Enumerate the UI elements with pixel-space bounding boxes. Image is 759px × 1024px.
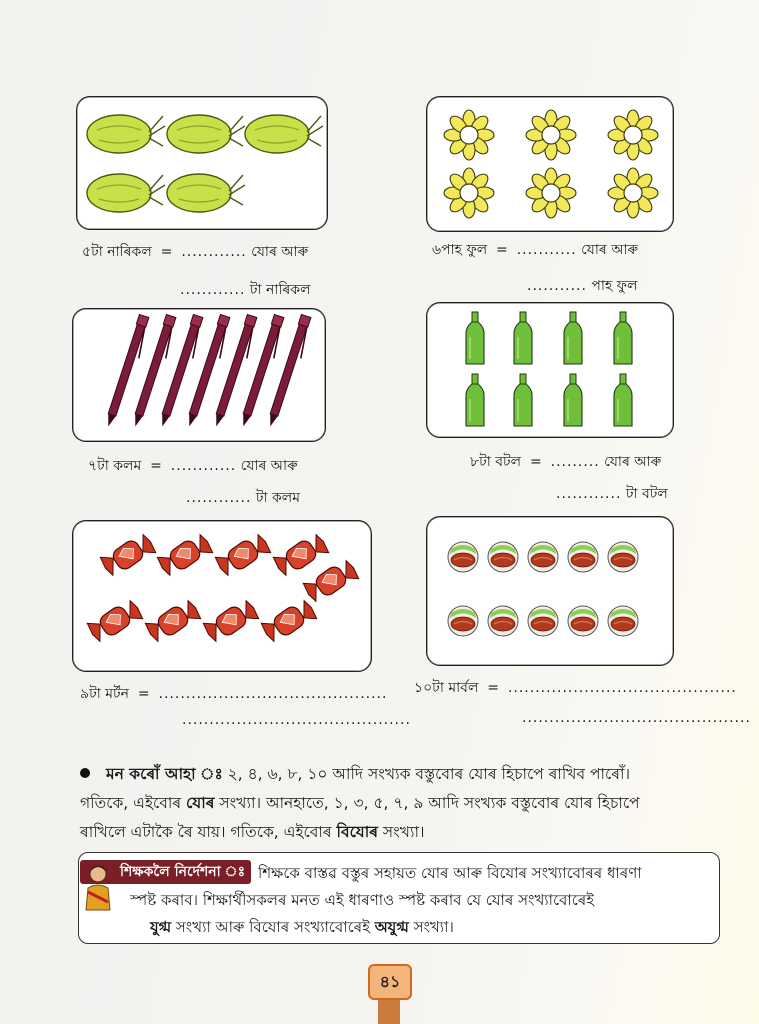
teacher-line3 bbox=[150, 916, 454, 941]
item-label: ৯টা মৰ্টন bbox=[80, 686, 129, 702]
equals-sign: = bbox=[137, 686, 150, 702]
candy-illustrations bbox=[73, 521, 371, 671]
answer-blank[interactable]: .......................................... bbox=[507, 680, 737, 696]
answer-blank[interactable]: ............ bbox=[186, 490, 252, 506]
item-suffix: টা নাৰিকল bbox=[249, 282, 311, 298]
page-number: ৪১ bbox=[368, 964, 412, 1000]
note-bold-term: যোৰ bbox=[186, 794, 215, 812]
flower-illustrations bbox=[427, 97, 673, 231]
teacher-text: স্পষ্ট কৰাব। শিক্ষাৰ্থীসকলৰ মনত এই ধাৰণাও স্পষ্ট কৰাব যে যোৰ সংখ্যাবোৰেই bbox=[130, 891, 594, 909]
coconut-caption-line1 bbox=[82, 240, 308, 264]
teacher-text: সংখ্যা। bbox=[408, 918, 454, 936]
note-text: ৰাখিলে এটাকৈ ৰৈ যায়। গতিকে, এইবোৰ bbox=[80, 823, 337, 841]
page-number-stem bbox=[378, 996, 400, 1024]
equals-sign: = bbox=[487, 680, 500, 696]
note-text: সংখ্যা। bbox=[377, 823, 425, 841]
marble-caption-line1 bbox=[414, 676, 737, 700]
teacher-avatar-icon bbox=[80, 862, 116, 912]
answer-blank[interactable]: ........... bbox=[527, 278, 587, 294]
pen-box bbox=[72, 308, 326, 442]
answer-blank[interactable]: .......................................... bbox=[182, 712, 411, 728]
item-suffix: যোৰ আৰু bbox=[240, 458, 298, 474]
teacher-bold-term: যুগ্ম bbox=[150, 918, 172, 936]
equals-sign: = bbox=[529, 454, 542, 470]
item-suffix: যোৰ আৰু bbox=[581, 242, 639, 258]
answer-blank[interactable]: ........... bbox=[516, 242, 577, 258]
equals-sign: = bbox=[496, 242, 508, 258]
teacher-bold-term: অযুগ্ম bbox=[374, 918, 409, 936]
bottle-box bbox=[426, 302, 674, 438]
candy-box bbox=[72, 520, 372, 672]
pen-caption-line1 bbox=[88, 454, 298, 478]
note-text: সংখ্যা। আনহাতে, ১, ৩, ৫, ৭, ৯ আদি সংখ্যক বস্তুবোৰ যোৰ হিচাপে bbox=[214, 794, 640, 812]
bullet-icon bbox=[80, 768, 90, 778]
teacher-line2 bbox=[130, 889, 594, 914]
bottle-caption-line2 bbox=[556, 482, 668, 506]
note-line2 bbox=[80, 791, 640, 817]
item-label: ৬পাহ ফুল bbox=[432, 242, 488, 258]
candy-caption-line1 bbox=[80, 682, 387, 706]
marble-caption-line2 bbox=[522, 710, 751, 726]
marble-illustrations bbox=[427, 517, 673, 665]
note-bold-term: বিযোৰ bbox=[336, 823, 378, 841]
answer-blank[interactable]: ............ bbox=[556, 486, 622, 502]
answer-blank[interactable]: .......................................... bbox=[158, 686, 388, 702]
item-label: ৮টা বটল bbox=[470, 454, 522, 470]
item-suffix: পাহ ফুল bbox=[591, 278, 638, 294]
candy-caption-line2 bbox=[182, 712, 411, 728]
bottle-caption-line1 bbox=[470, 450, 661, 474]
coconut-box bbox=[76, 96, 328, 230]
item-suffix: যোৰ আৰু bbox=[251, 244, 309, 260]
item-label: ৭টা কলম bbox=[88, 458, 142, 474]
item-suffix: টা কলম bbox=[255, 490, 300, 506]
answer-blank[interactable]: ......... bbox=[550, 454, 600, 470]
marble-box bbox=[426, 516, 674, 666]
flower-caption-line2 bbox=[527, 274, 637, 298]
teacher-line1 bbox=[258, 862, 642, 887]
tag-text: শিক্ষকলৈ নিৰ্দেশনা ঃ bbox=[120, 864, 246, 880]
item-label: ১০টা মাৰ্বল bbox=[414, 680, 479, 696]
note-line1 bbox=[80, 762, 630, 788]
answer-blank[interactable]: ............ bbox=[170, 458, 237, 474]
note-heading: মন কৰোঁ আহা ঃ bbox=[106, 765, 223, 783]
coconut-caption-line2 bbox=[180, 278, 311, 302]
answer-blank[interactable]: ............ bbox=[181, 244, 247, 260]
pen-illustrations bbox=[73, 309, 325, 441]
note-text: গতিকে, এইবোৰ bbox=[80, 794, 187, 812]
item-label: ৫টা নাৰিকল bbox=[82, 244, 152, 260]
item-suffix: টা বটল bbox=[625, 486, 668, 502]
coconut-illustrations bbox=[77, 97, 327, 229]
note-line3 bbox=[80, 820, 425, 846]
answer-blank[interactable]: .......................................... bbox=[522, 710, 751, 726]
teacher-text: শিক্ষকে বাস্তৱ বস্তুৰ সহায়ত যোৰ আৰু বিযোৰ সংখ্যাবোৰৰ ধাৰণা bbox=[258, 864, 642, 882]
answer-blank[interactable]: ............ bbox=[180, 282, 246, 298]
note-text: ২, ৪, ৬, ৮, ১০ আদি সংখ্যক বস্তুবোৰ যোৰ হিচাপে ৰাখিব পাৰোঁ। bbox=[227, 765, 631, 783]
equals-sign: = bbox=[150, 458, 162, 474]
teacher-text: সংখ্যা আৰু বিযোৰ সংখ্যাবোৰেই bbox=[171, 918, 375, 936]
item-suffix: যোৰ আৰু bbox=[604, 454, 662, 470]
flower-caption-line1 bbox=[432, 238, 638, 262]
equals-sign: = bbox=[160, 244, 173, 260]
bottle-illustrations bbox=[427, 303, 673, 437]
flower-box bbox=[426, 96, 674, 232]
pen-caption-line2 bbox=[186, 486, 300, 510]
